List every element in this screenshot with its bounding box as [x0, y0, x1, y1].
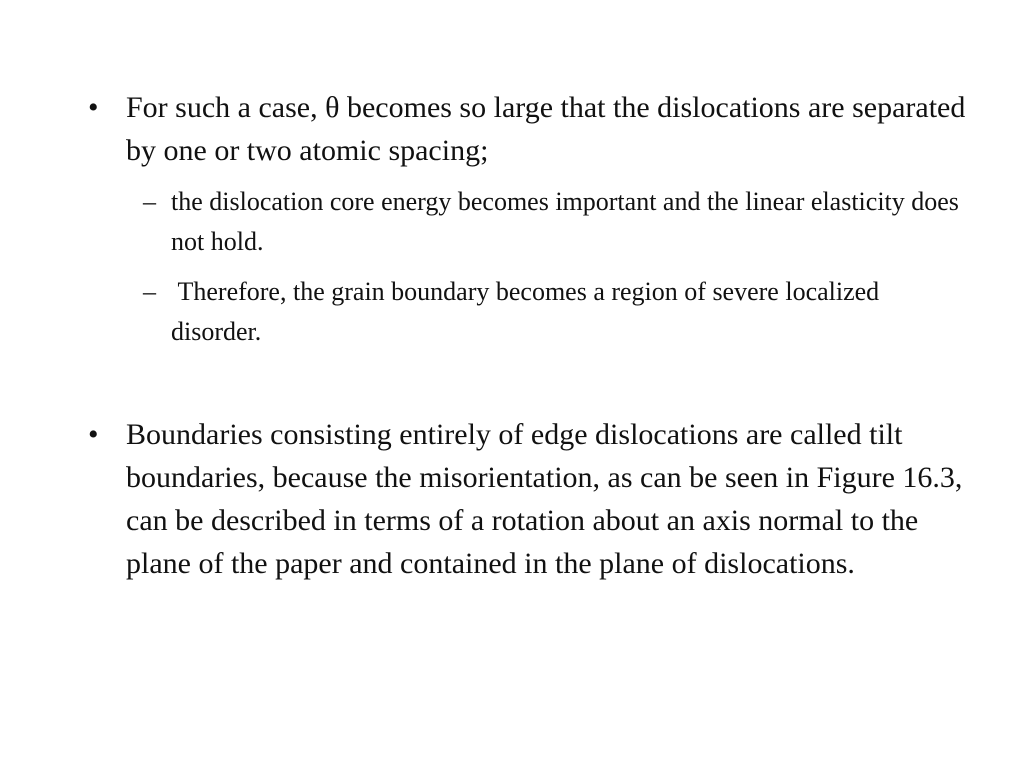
bullet-text: Boundaries consisting entirely of edge dislocations are called tilt boundaries, because the misorientation, as can be seen in Figure 16.3, can be described in terms of a rotation about an axis normal to the plane of the paper and contained in the plane of dislocations.: [126, 418, 963, 580]
sub-bullet-text: Therefore, the grain boundary becomes a region of severe localized disorder.: [171, 277, 886, 346]
sub-bullet-marker: –: [143, 277, 156, 306]
bullet-text: For such a case, θ becomes so large that the dislocations are separated by one or two atomic spacing;: [126, 91, 966, 167]
bullet-item-2: [88, 413, 976, 585]
sub-bullet-item-1: [143, 182, 961, 262]
sub-bullet-item-2: [143, 272, 961, 352]
bullet-marker: •: [88, 91, 99, 124]
bullet-item-1: [88, 86, 976, 172]
sub-bullet-text: the dislocation core energy becomes important and the linear elasticity does not hold.: [171, 187, 959, 256]
bullet-marker: •: [88, 418, 99, 451]
sub-bullet-marker: –: [143, 187, 156, 216]
